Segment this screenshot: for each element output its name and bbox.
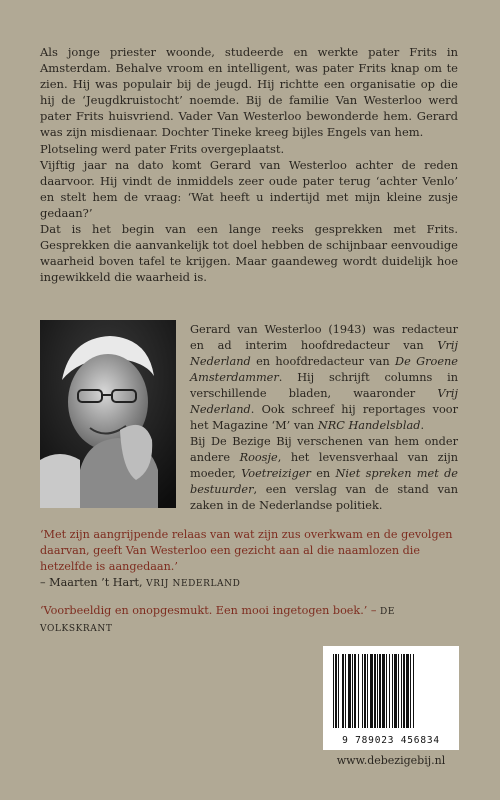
bio-text: en hoofdredacteur van [250, 355, 396, 368]
review-text: ‘Voorbeeldig en onopgesmukt. Een mooi ingetogen boek.’ – [40, 604, 381, 617]
barcode-bar [352, 654, 353, 728]
blurb-paragraph: Vijftig jaar na dato komt Gerard van Westerloo achter de reden daarvoor. Hij vindt de inmiddels zeer oude pater terug ‘achter Venlo’ en stelt hem de vraag: ‘Wat heeft u indertijd met mijn kleine zusje gedaan?’ [40, 157, 458, 220]
author-bio-paragraph [190, 322, 458, 434]
isbn-barcode [323, 646, 459, 750]
barcode-bars [323, 646, 459, 732]
review-publication: DE VOLKSKRANT [40, 607, 396, 634]
isbn-number: 9 789023 456834 [342, 735, 440, 746]
barcode-bar [362, 654, 363, 728]
author-portrait-image [40, 320, 176, 508]
barcode-bar [394, 654, 397, 728]
barcode-bar [398, 654, 399, 728]
bio-text: Bij De Bezige Bij verschenen van hem onder andere [190, 435, 458, 464]
barcode-bar [364, 654, 366, 728]
bio-text: , een verslag van de stand van zaken in de Nederlandse politiek. [190, 483, 458, 512]
barcode-bar [354, 654, 356, 728]
review-quote [40, 603, 470, 637]
barcode-bar [333, 654, 334, 728]
barcode-bar [338, 654, 339, 728]
book-title: Roosje [239, 451, 278, 464]
barcode-bar [406, 654, 409, 728]
barcode-bar [342, 654, 344, 728]
blurb-paragraph: Plotseling werd pater Frits overgeplaatst. [40, 141, 285, 156]
bio-text: . [420, 419, 425, 432]
barcode-bar [382, 654, 385, 728]
bio-text: . Ook schreef hij reportages voor het Magazine ‘M’ van [190, 403, 458, 432]
book-blurb [40, 44, 458, 285]
barcode-bar [335, 654, 337, 728]
barcode-bar [379, 654, 381, 728]
bio-title: De Groene Amsterdammer [190, 355, 458, 384]
review-source [40, 576, 240, 589]
bio-text: en [310, 467, 336, 480]
barcode-bar [386, 654, 387, 728]
bio-text: , het levensverhaal van zijn moeder, [190, 451, 458, 480]
bio-text: . Hij schrijft columns in verschillende bladen, waaronder [190, 371, 458, 400]
bio-title: Vrij Nederland [190, 339, 458, 368]
author-works-paragraph [190, 434, 458, 514]
barcode-bar [367, 654, 368, 728]
barcode-bar [413, 654, 414, 728]
barcode-bar [345, 654, 346, 728]
publisher-url: www.debezigebij.nl [336, 754, 446, 767]
author-bio [190, 322, 458, 514]
barcode-bar [392, 654, 393, 728]
review-text: ‘Met zijn aangrijpende relaas van wat zijn zus overkwam en de gevolgen daarvan, geeft Van Westerloo een gezicht aan al die naamlozen die hetzelfde is aangedaan.’ [40, 528, 453, 573]
book-title: Voetreiziger [241, 467, 311, 480]
barcode-bar [377, 654, 378, 728]
review-author: – Maarten ’t Hart, [40, 576, 147, 589]
blurb-paragraph: Dat is het begin van een lange reeks gesprekken met Frits. Gesprekken die aanvankelijk tot doel hebben de schijnbaar eenvoudige waarheid boven tafel te krijgen. Maar gaandeweg wordt duidelijk hoe ingewikkeld die waarheid is. [40, 222, 458, 285]
bio-title: NRC Handelsblad [317, 419, 421, 432]
bio-text: Gerard van Westerloo (1943) was redacteur en ad interim hoofdredacteur van [190, 323, 458, 352]
barcode-bar [403, 654, 405, 728]
barcode-bar [389, 654, 390, 728]
barcode-bar [410, 654, 411, 728]
bio-title: Vrij Nederland [190, 387, 458, 416]
review-quote [40, 527, 460, 592]
barcode-bar [374, 654, 376, 728]
review-publication: VRIJ NEDERLAND [146, 579, 241, 589]
barcode-bar [358, 654, 359, 728]
book-title: Niet spreken met de bestuurder [190, 467, 458, 496]
barcode-bar [401, 654, 402, 728]
author-photo [40, 320, 176, 508]
barcode-bar [348, 654, 351, 728]
blurb-paragraph: Als jonge priester woonde, studeerde en werkte pater Frits in Amsterdam. Behalve vroom en intelligent, was pater Frits knap om te zien. Hij was populair bij de jeugd. Hij richtte een organisatie op die hij de ‘Jeugdkruistocht’ noemde. Bij de familie Van Westerloo werd pater Frits huisvriend. Vader Van Westerloo bewonderde hem. Gerard was zijn misdienaar. Dochter Tineke kreeg bijles Engels van hem. [40, 45, 458, 140]
barcode-bar [370, 654, 373, 728]
